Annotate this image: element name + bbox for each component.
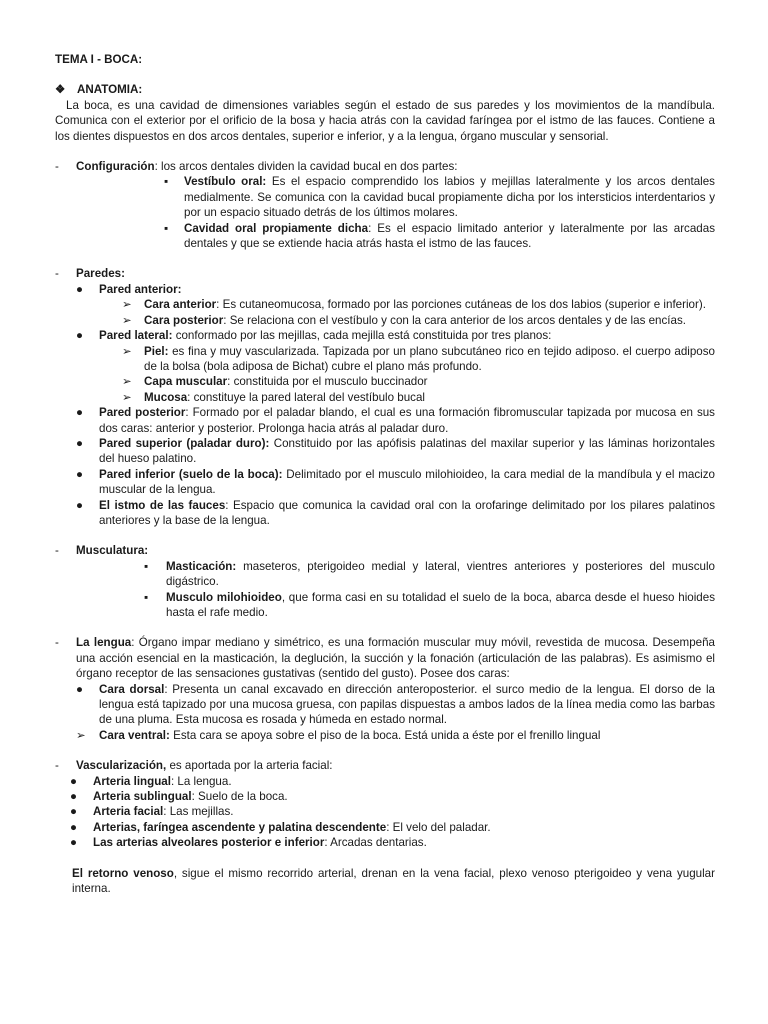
list-item: ● Pared posterior: Formado por el paladar blando, el cual es una formación fibromuscular tapizada por mucosa en sus dos caras: anterior y posterior. Prolonga hacia atrás al paladar duro.	[76, 406, 715, 435]
square-bullet-icon: ▪	[144, 559, 149, 573]
configuracion-term: Configuración	[76, 160, 155, 174]
round-bullet-icon: ●	[76, 467, 84, 481]
list-item: ● Pared anterior:	[76, 282, 182, 296]
round-bullet-icon: ●	[76, 406, 84, 420]
arrow-bullet-icon: ➢	[122, 298, 132, 312]
document-page	[55, 52, 715, 897]
page-title: TEMA I - BOCA:	[55, 53, 143, 66]
list-item: ● Arteria facial: Las mejillas.	[70, 805, 234, 819]
round-bullet-icon: ●	[76, 498, 84, 512]
list-item: ➢ Capa muscular: constituida por el musculo buccinador	[122, 375, 428, 389]
arrow-bullet-icon: ➢	[122, 390, 132, 404]
list-item: ● Las arterias alveolares posterior e inferior: Arcadas dentarias.	[70, 836, 427, 850]
musculatura-heading: Musculatura:	[76, 544, 149, 558]
section-vascularizacion	[55, 758, 715, 773]
anatomia-intro: La boca, es una cavidad de dimensiones variables según el estado de sus paredes y los movimientos de la mandíbula. Comunica con el exterior por el orificio de la bosa y hacia atrás con la cavidad faríngea por el istmo de las fauces. Contiene a los dientes dispuestos en dos arcos dentales, superior e inferior, y a la lengua, órgano muscular y sensorial.	[55, 98, 715, 143]
section-musculatura	[55, 543, 715, 620]
section-configuracion	[55, 159, 715, 251]
dash-bullet: -	[55, 160, 59, 174]
list-item: ▪ Cavidad oral propiamente dicha: Es el espacio limitado anterior y lateralmente por las arcadas dentales y que se extiende hacia atrás hasta el istmo de las fauces.	[164, 221, 715, 251]
round-bullet-icon: ●	[76, 282, 84, 296]
section-paredes	[55, 266, 715, 528]
list-item: ● Arterias, faríngea ascendente y palatina descendente: El velo del paladar.	[70, 820, 491, 834]
list-item: ➢ Cara posterior: Se relaciona con el vestíbulo y con la cara anterior de los arcos dentales y de las encías.	[122, 313, 686, 327]
list-item: ● El istmo de las fauces: Espacio que comunica la cavidad oral con la orofaringe delimitado por los pilares palatinos anteriores y la base de la lengua.	[76, 498, 716, 527]
list-item: ➢ Piel: es fina y muy vascularizada. Tapizada por un plano subcutáneo rico en tejido adiposo. el cuerpo adiposo de la bolsa (bola adiposa de Bichat) cubre el plano más profundo.	[122, 344, 715, 373]
square-bullet-icon: ▪	[164, 221, 169, 235]
round-bullet-icon: ●	[76, 329, 84, 343]
arrow-bullet-icon: ➢	[122, 375, 132, 389]
configuracion-text: : los arcos dentales dividen la cavidad bucal en dos partes:	[154, 160, 458, 174]
square-bullet-icon: ▪	[144, 590, 149, 604]
list-item: ● Arteria sublingual: Suelo de la boca.	[70, 790, 288, 804]
dash-bullet: -	[55, 267, 59, 281]
round-bullet-icon: ●	[70, 805, 78, 819]
dash-bullet: -	[55, 759, 59, 773]
list-item: ➢ Cara anterior: Es cutaneomucosa, formado por las porciones cutáneas de los dos labios (superior e inferior).	[122, 298, 706, 312]
list-item: ● Pared superior (paladar duro): Constituido por las apófisis palatinas del maxilar superior y las láminas horizontales del hueso palatino.	[76, 436, 715, 466]
round-bullet-icon: ●	[70, 790, 78, 804]
anatomia-heading: ❖ ANATOMIA:	[55, 83, 143, 97]
lengua-text: : Órgano impar mediano y simétrico, es una formación muscular muy móvil, revestida de mucosa. Desempeña una acción esencial en la masticación, la deglución, la succión y la fonación (articulación de las palabras). Es asimismo el órgano receptor de las sensaciones gustativas (sentido del gusto). Posee dos caras:	[76, 636, 715, 681]
list-item: ▪ Masticación: maseteros, pterigoideo medial y lateral, vientres anteriores y posteriores del musculo digástrico.	[144, 559, 715, 589]
round-bullet-icon: ●	[76, 436, 84, 450]
vascularizacion-text: es aportada por la arteria facial:	[166, 759, 333, 773]
paredes-heading: Paredes:	[76, 267, 125, 281]
retorno-paragraph: El retorno venoso, sigue el mismo recorrido arterial, drenan en la vena facial, plexo venoso pterigoideo y vena yugular interna.	[72, 866, 715, 896]
lengua-term: La lengua	[76, 636, 132, 650]
round-bullet-icon: ●	[76, 682, 84, 696]
list-item: ● Pared inferior (suelo de la boca): Delimitado por el musculo milohioideo, la cara medial de la mandíbula y el macizo muscular de la lengua.	[76, 467, 715, 497]
dash-bullet: -	[55, 636, 59, 650]
vascularizacion-term: Vascularización,	[76, 759, 167, 773]
square-bullet-icon: ▪	[164, 175, 169, 189]
list-item: ● Arteria lingual: La lengua.	[70, 774, 232, 788]
arrow-bullet-icon: ➢	[122, 313, 132, 327]
arrow-bullet-icon: ➢	[122, 344, 132, 358]
round-bullet-icon: ●	[70, 774, 78, 788]
list-item: ▪ Vestíbulo oral: Es el espacio comprendido los labios y mejillas lateralmente y los arcos dentales medialmente. Se comunica con la cavidad bucal propiamente dicha por los intersticios interdentarios y por un espacio situado detrás de los últimos molares.	[164, 175, 715, 220]
list-item: ▪ Musculo milohioideo, que forma casi en su totalidad el suelo de la boca, abarca desde el hueso hioides hasta el rafe medio.	[144, 590, 715, 619]
round-bullet-icon: ●	[70, 836, 78, 850]
diamond-bullet-icon: ❖	[55, 83, 66, 97]
list-item: ● Cara dorsal: Presenta un canal excavado en dirección anteroposterior. el surco medio de la lengua. El dorso de la lengua está tapizado por una mucosa gruesa, con papilas dispuestas a ambos lados de la línea media como las barbas de una pluma. Esta mucosa es rosada y húmeda en estado normal.	[76, 682, 715, 727]
section-lengua	[55, 635, 715, 743]
list-item: ➢ Cara ventral: Esta cara se apoya sobre el piso de la boca. Está unida a éste por el frenillo lingual	[76, 728, 601, 742]
arrow-bullet-icon: ➢	[76, 728, 86, 742]
round-bullet-icon: ●	[70, 820, 78, 834]
list-item: ● Pared lateral: conformado por las mejillas, cada mejilla está constituida por tres planos:	[76, 329, 552, 343]
list-item: ➢ Mucosa: constituye la pared lateral del vestíbulo bucal	[122, 390, 425, 404]
dash-bullet: -	[55, 544, 59, 558]
